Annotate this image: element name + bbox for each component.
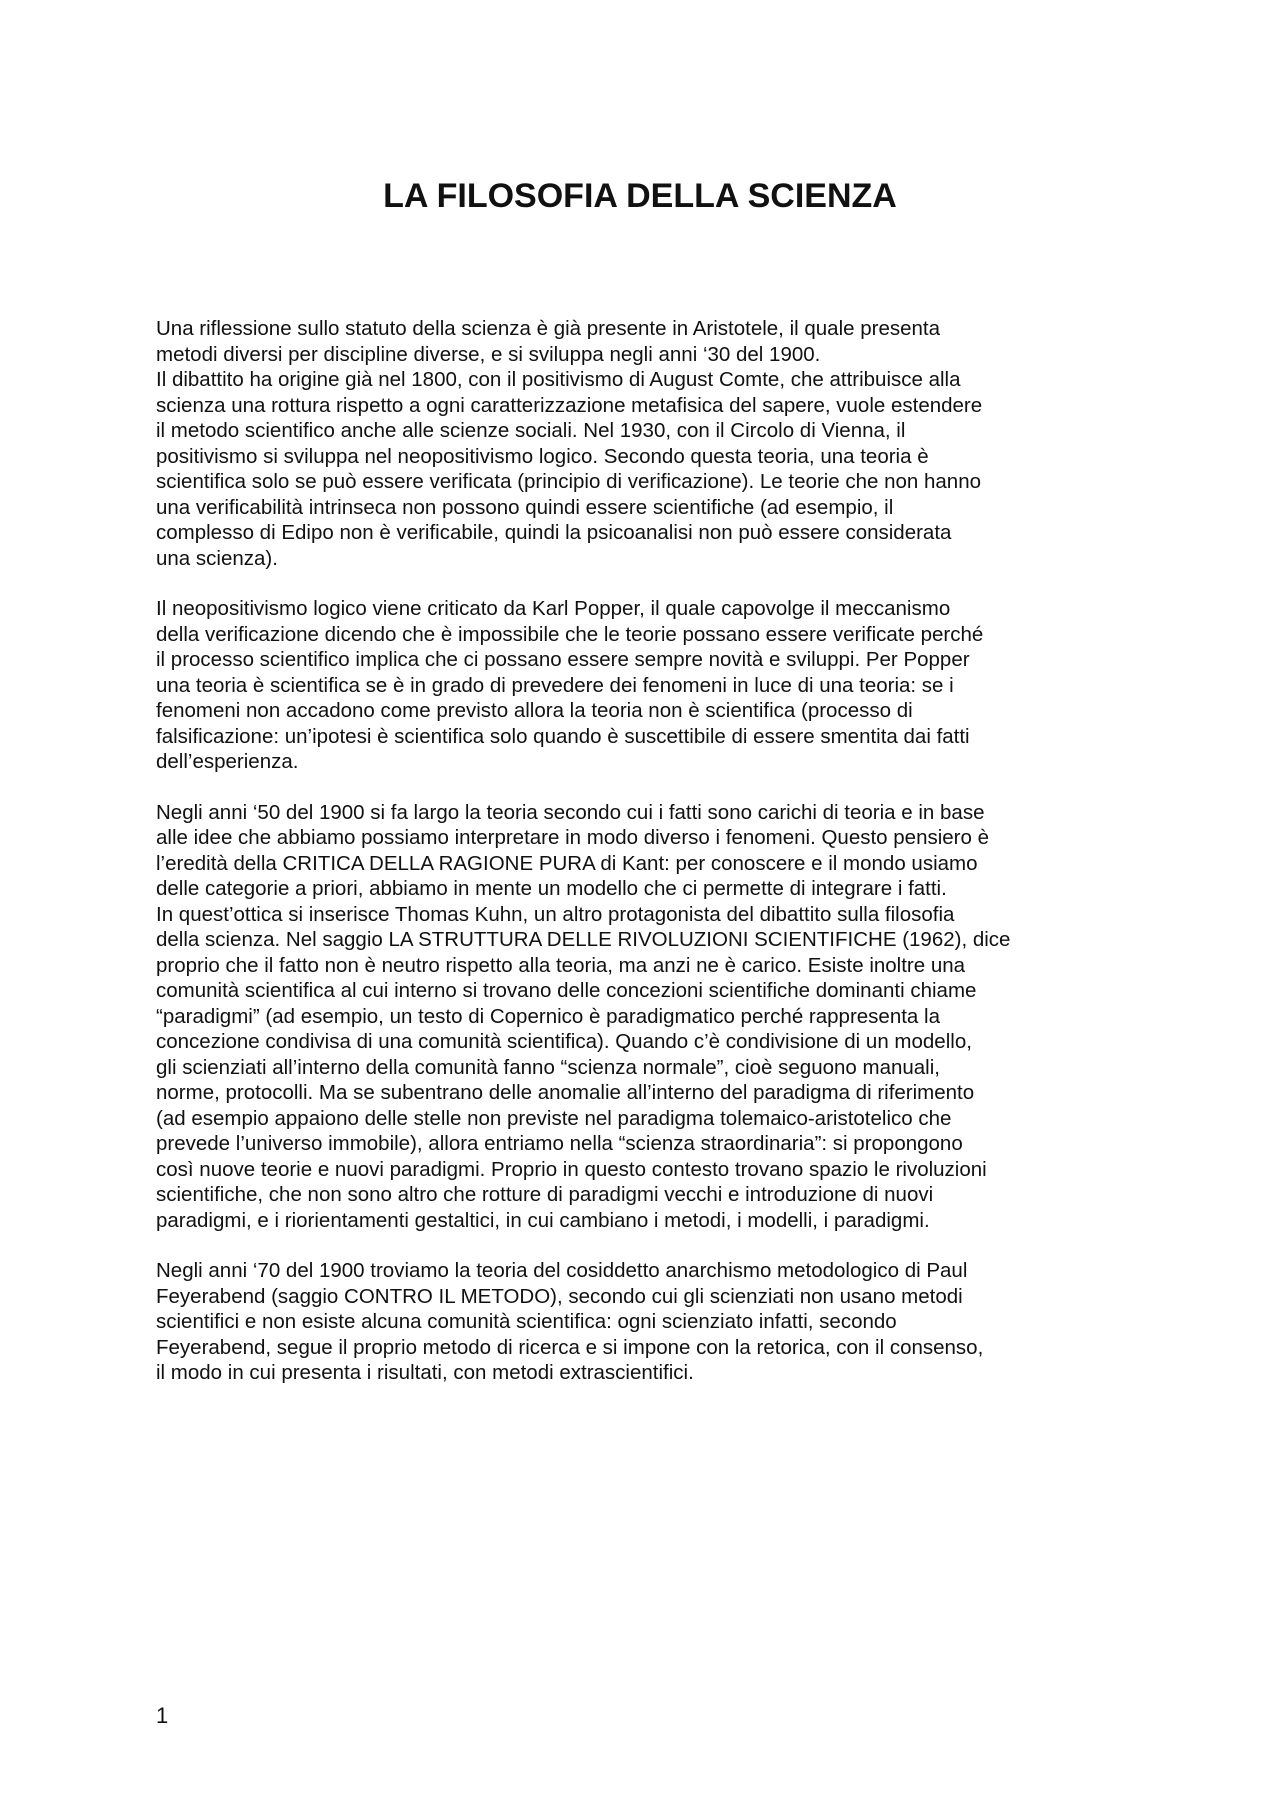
text-line: In quest’ottica si inserisce Thomas Kuhn, un altro protagonista del dibattito sulla filosofia [156, 902, 955, 926]
text-line: Negli anni ‘50 del 1900 si fa largo la teoria secondo cui i fatti sono carichi di teoria e in base [156, 800, 985, 824]
text-line: una teoria è scientifica se è in grado di prevedere dei fenomeni in luce di una teoria: se i [156, 673, 954, 697]
text-line: scientifiche, che non sono altro che rotture di paradigmi vecchi e introduzione di nuovi [156, 1183, 934, 1206]
text-line: Una riflessione sullo statuto della scienza è già presente in Aristotele, il quale presenta [156, 317, 941, 340]
text-line: della scienza. Nel saggio LA STRUTTURA DELLE RIVOLUZIONI SCIENTIFICHE (1962), dice [156, 928, 1011, 951]
text-line: Il neopositivismo logico viene criticato da Karl Popper, il quale capovolge il meccanismo [156, 597, 951, 620]
text-line: Feyerabend (saggio CONTRO IL METODO), secondo cui gli scienziati non usano metodi [156, 1284, 963, 1308]
document-body [156, 316, 1134, 1411]
text-line: proprio che il fatto non è neutro rispetto alla teoria, ma anzi ne è carico. Esiste inoltre una [156, 953, 966, 977]
page-number: 1 [156, 1703, 169, 1728]
text-line: Feyerabend, segue il proprio metodo di ricerca e si impone con la retorica, con il consenso, [156, 1335, 984, 1359]
text-line: scientifici e non esiste alcuna comunità scientifica: ogni scienziato infatti, secondo [156, 1310, 897, 1333]
text-line: dell’esperienza. [156, 750, 299, 773]
paragraph-4 [156, 1258, 1134, 1386]
text-line: Il dibattito ha origine già nel 1800, con il positivismo di August Comte, che attribuisce alla [156, 368, 961, 391]
text-line: delle categorie a priori, abbiamo in mente un modello che ci permette di integrare i fatti. [156, 877, 947, 900]
text-line: della verificazione dicendo che è impossibile che le teorie possano essere verificate perché [156, 622, 984, 646]
text-line: complesso di Edipo non è verificabile, quindi la psicoanalisi non può essere considerata [156, 521, 952, 544]
text-line: una scienza). [156, 546, 278, 570]
text-line: comunità scientifica al cui interno si trovano delle concezioni scientifiche dominanti chiame [156, 979, 977, 1002]
paragraph-2 [156, 596, 1134, 775]
text-line: metodi diversi per discipline diverse, e si sviluppa negli anni ‘30 del 1900. [156, 342, 821, 366]
page-title: LA FILOSOFIA DELLA SCIENZA [383, 177, 897, 215]
text-line: falsificazione: un’ipotesi è scientifica solo quando è suscettibile di essere smentita dai fatti [156, 724, 970, 748]
text-line: norme, protocolli. Ma se subentrano delle anomalie all’interno del paradigma di riferimento [156, 1081, 975, 1104]
text-line: gli scienziati all’interno della comunità fanno “scienza normale”, cioè seguono manuali, [156, 1055, 940, 1079]
text-line: scientifica solo se può essere verificata (principio di verificazione). Le teorie che non hanno [156, 470, 982, 493]
text-line: il processo scientifico implica che ci possano essere sempre novità e sviluppi. Per Popper [156, 648, 970, 671]
text-line: positivismo si sviluppa nel neopositivismo logico. Secondo questa teoria, una teoria è [156, 444, 929, 468]
text-line: così nuove teorie e nuovi paradigmi. Proprio in questo contesto trovano spazio le rivoluzioni [156, 1157, 987, 1181]
text-line: una verificabilità intrinseca non possono quindi essere scientifiche (ad esempio, il [156, 495, 894, 519]
text-line: concezione condivisa di una comunità scientifica). Quando c’è condivisione di un modello, [156, 1030, 972, 1053]
text-line: l’eredità della CRITICA DELLA RAGIONE PURA di Kant: per conoscere e il mondo usiamo [156, 851, 978, 875]
text-line: prevede l’universo immobile), allora entriamo nella “scienza straordinaria”: si propongono [156, 1132, 963, 1155]
paragraph-1 [156, 316, 1134, 571]
text-line: paradigmi, e i riorientamenti gestaltici, in cui cambiano i metodi, i modelli, i paradigmi. [156, 1208, 930, 1232]
text-line: “paradigmi” (ad esempio, un testo di Copernico è paradigmatico perché rappresenta la [156, 1004, 940, 1028]
paragraph-3 [156, 800, 1134, 1234]
text-line: alle idee che abbiamo possiamo interpretare in modo diverso i fenomeni. Questo pensiero è [156, 826, 990, 849]
text-line: fenomeni non accadono come previsto allora la teoria non è scientifica (processo di [156, 699, 913, 722]
text-line: il modo in cui presenta i risultati, con metodi extrascientifici. [156, 1361, 694, 1384]
text-line: Negli anni ‘70 del 1900 troviamo la teoria del cosiddetto anarchismo metodologico di Paul [156, 1259, 968, 1282]
text-line: il metodo scientifico anche alle scienze sociali. Nel 1930, con il Circolo di Vienna, il [156, 419, 906, 442]
text-line: (ad esempio appaiono delle stelle non previste nel paradigma tolemaico-aristotelico che [156, 1106, 952, 1130]
text-line: scienza una rottura rispetto a ogni caratterizzazione metafisica del sapere, vuole estendere [156, 393, 983, 417]
